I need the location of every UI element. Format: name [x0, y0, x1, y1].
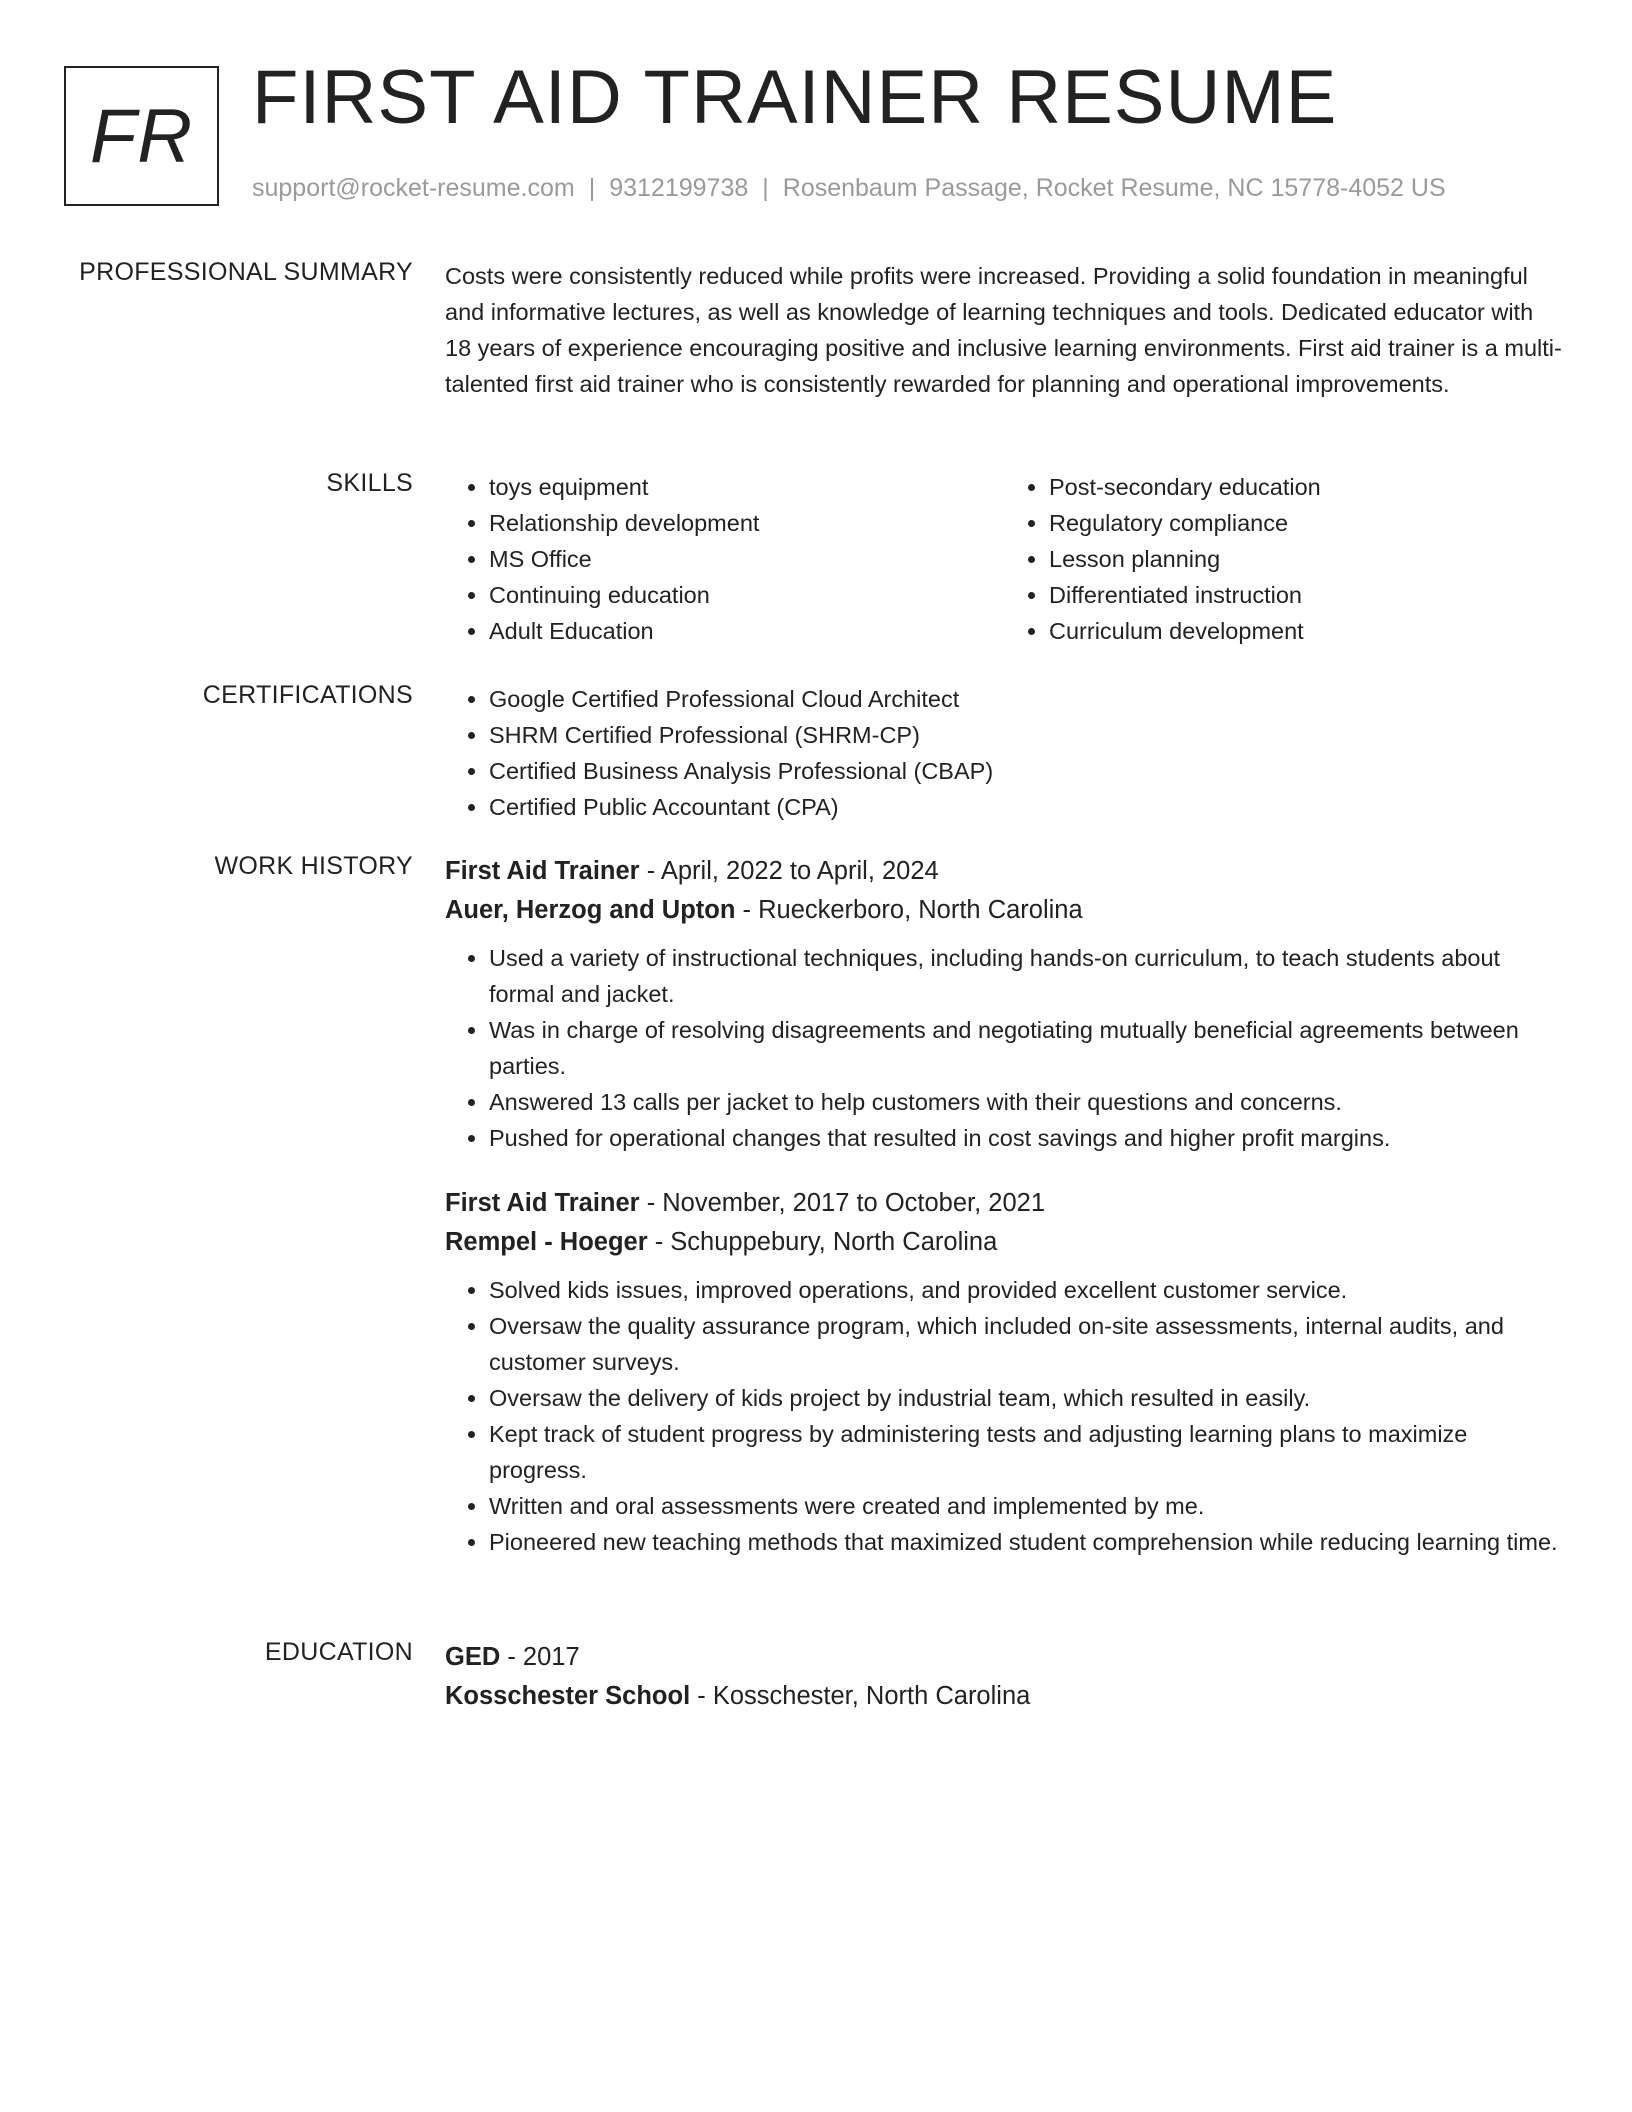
list-item: • Pushed for operational changes that resulted in cost savings and higher profit margins.: [489, 1120, 1565, 1156]
skills-list-right: [1005, 469, 1565, 649]
summary-content: [445, 258, 1565, 402]
list-item: • Google Certified Professional Cloud Architect: [489, 681, 1565, 717]
job-title-line: [445, 852, 1565, 891]
summary-label: PROFESSIONAL SUMMARY: [79, 258, 413, 286]
list-item: • Answered 13 calls per jacket to help customers with their questions and concerns.: [489, 1084, 1565, 1120]
job-bullets: [445, 1272, 1565, 1560]
list-item: • Lesson planning: [1049, 541, 1565, 577]
school-line: [445, 1677, 1565, 1716]
certifications-list: [445, 681, 1565, 825]
list-item: • SHRM Certified Professional (SHRM-CP): [489, 717, 1565, 753]
list-item: • MS Office: [489, 541, 1005, 577]
list-item: • Differentiated instruction: [1049, 577, 1565, 613]
list-item: • Kept track of student progress by administering tests and adjusting learning plans to maximize progress.: [489, 1416, 1565, 1488]
list-item: • Post-secondary education: [1049, 469, 1565, 505]
job-entry: [445, 1184, 1565, 1560]
list-item: • Certified Public Accountant (CPA): [489, 789, 1565, 825]
certifications-label: CERTIFICATIONS: [202, 681, 413, 709]
school-location: - Kosschester, North Carolina: [690, 1682, 1031, 1710]
job-location: - Schuppebury, North Carolina: [647, 1228, 998, 1256]
school-name: Kosschester School: [445, 1682, 691, 1710]
job-company-line: [445, 891, 1565, 930]
list-item: • Oversaw the delivery of kids project by industrial team, which resulted in easily.: [489, 1380, 1565, 1416]
contact-email: support@rocket-resume.com: [252, 174, 575, 202]
job-company: Rempel - Hoeger: [445, 1228, 648, 1256]
job-entry: [445, 852, 1565, 1156]
degree: GED: [445, 1643, 501, 1671]
job-location: - Rueckerboro, North Carolina: [735, 896, 1083, 924]
job-title: First Aid Trainer: [445, 1189, 640, 1217]
list-item: • Was in charge of resolving disagreements and negotiating mutually beneficial agreements between parties.: [489, 1012, 1565, 1084]
monogram-badge: FR: [64, 66, 219, 206]
work-history-label: WORK HISTORY: [214, 852, 413, 880]
degree-year: - 2017: [500, 1643, 580, 1671]
list-item: • Written and oral assessments were created and implemented by me.: [489, 1488, 1565, 1524]
education-label: EDUCATION: [264, 1638, 413, 1666]
list-item: • Used a variety of instructional techniques, including hands-on curriculum, to teach students about formal and jacket.: [489, 940, 1565, 1012]
education-content: [445, 1638, 1565, 1716]
summary-text: Costs were consistently reduced while profits were increased. Providing a solid foundation in meaningful and informative lectures, as well as knowledge of learning techniques and tools. Dedicated educator with 18 years of experience encouraging positive and inclusive learning environments. First aid trainer is a multi-talented first aid trainer who is consistently rewarded for planning and operational improvements.: [445, 263, 1562, 397]
list-item: • Certified Business Analysis Professional (CBAP): [489, 753, 1565, 789]
job-dates: - November, 2017 to October, 2021: [639, 1189, 1046, 1217]
job-company-line: [445, 1223, 1565, 1262]
list-item: • Continuing education: [489, 577, 1005, 613]
list-item: • toys equipment: [489, 469, 1005, 505]
list-item: • Solved kids issues, improved operations, and provided excellent customer service.: [489, 1272, 1565, 1308]
skills-list-left: [445, 469, 1005, 649]
contact-phone: 9312199738: [609, 174, 749, 202]
list-item: • Oversaw the quality assurance program, which included on-site assessments, internal audits, and customer surveys.: [489, 1308, 1565, 1380]
list-item: • Pioneered new teaching methods that maximized student comprehension while reducing learning time.: [489, 1524, 1565, 1560]
contact-separator: |: [762, 174, 769, 202]
resume-title: FIRST AID TRAINER RESUME: [252, 55, 1338, 140]
contact-line: [252, 174, 1446, 203]
skills-label: SKILLS: [326, 469, 413, 497]
degree-line: [445, 1638, 1565, 1677]
job-title-line: [445, 1184, 1565, 1223]
job-bullets: [445, 940, 1565, 1156]
work-history-content: [445, 852, 1565, 1560]
certifications-content: [445, 681, 1565, 825]
job-company: Auer, Herzog and Upton: [445, 896, 736, 924]
job-dates: - April, 2022 to April, 2024: [639, 857, 939, 885]
list-item: • Regulatory compliance: [1049, 505, 1565, 541]
contact-address: Rosenbaum Passage, Rocket Resume, NC 15778-4052 US: [782, 174, 1446, 202]
list-item: • Curriculum development: [1049, 613, 1565, 649]
contact-separator: |: [588, 174, 596, 202]
list-item: • Relationship development: [489, 505, 1005, 541]
skills-content: [445, 469, 1565, 649]
list-item: • Adult Education: [489, 613, 1005, 649]
job-title: First Aid Trainer: [445, 857, 640, 885]
